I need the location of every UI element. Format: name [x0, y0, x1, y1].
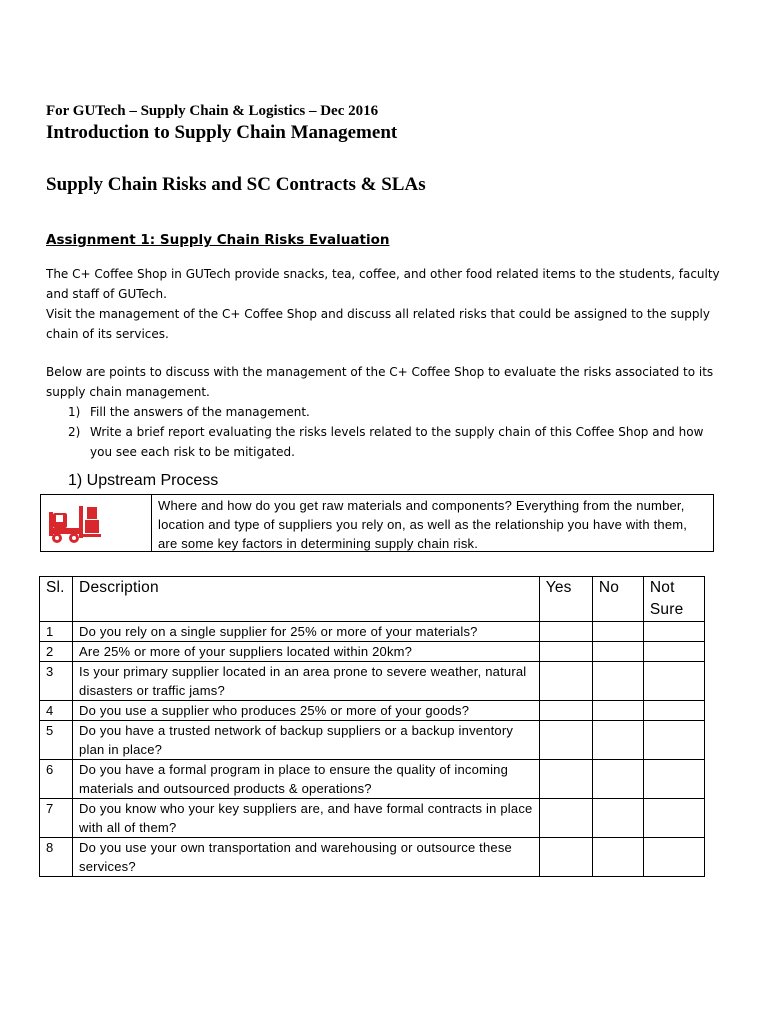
row-number: 1: [40, 622, 73, 642]
table-header-row: [40, 577, 705, 622]
upstream-heading: 1) Upstream Process: [68, 472, 219, 489]
row-number: 5: [40, 721, 73, 760]
row-description: Do you have a trusted network of backup suppliers or a backup inventory plan in place?: [73, 721, 540, 760]
list-item-text: Write a brief report evaluating the risks levels related to the supply chain of this Coffee Shop and how you see each risk to be mitigated.: [90, 425, 704, 459]
yes-cell[interactable]: [539, 760, 592, 799]
assignment-heading: Assignment 1: Supply Chain Risks Evaluation: [46, 232, 390, 248]
not-sure-cell[interactable]: [643, 642, 704, 662]
no-cell[interactable]: [592, 760, 643, 799]
no-cell[interactable]: [592, 662, 643, 701]
row-description: Do you use a supplier who produces 25% or more of your goods?: [73, 701, 540, 721]
not-sure-cell[interactable]: [643, 622, 704, 642]
no-cell[interactable]: [592, 721, 643, 760]
row-description: Do you know who your key suppliers are, and have formal contracts in place with all of them?: [73, 799, 540, 838]
header-yes: Yes: [539, 577, 592, 622]
not-sure-cell[interactable]: [643, 760, 704, 799]
row-description: Do you have a formal program in place to ensure the quality of incoming materials and outsourced products & operations?: [73, 760, 540, 799]
table-row: [40, 760, 705, 799]
not-sure-cell[interactable]: [643, 838, 704, 877]
row-number: 8: [40, 838, 73, 877]
row-description: Is your primary supplier located in an area prone to severe weather, natural disasters or traffic jams?: [73, 662, 540, 701]
yes-cell[interactable]: [539, 799, 592, 838]
no-cell[interactable]: [592, 701, 643, 721]
table-row: [40, 838, 705, 877]
not-sure-cell[interactable]: [643, 701, 704, 721]
upstream-description: Where and how do you get raw materials and components? Everything from the number, location and type of suppliers you rely on, as well as the relationship you have with them, are some key factors in determining supply chain risk.: [158, 498, 688, 551]
not-sure-cell[interactable]: [643, 662, 704, 701]
table-row: [40, 642, 705, 662]
row-description: Are 25% or more of your suppliers located within 20km?: [73, 642, 540, 662]
course-line: For GUTech – Supply Chain & Logistics – Dec 2016: [46, 103, 379, 119]
intro-paragraph-line1: The C+ Coffee Shop in GUTech provide snacks, tea, coffee, and other food related items to the students, faculty and staff of GUTech.: [46, 267, 720, 301]
risk-questionnaire-table: [39, 576, 705, 877]
yes-cell[interactable]: [539, 701, 592, 721]
table-row: [40, 701, 705, 721]
discussion-paragraph: Below are points to discuss with the management of the C+ Coffee Shop to evaluate the risks associated to its supply chain management.: [46, 365, 714, 399]
intro-paragraph: [46, 264, 726, 344]
upstream-icon-cell: [41, 495, 152, 551]
no-cell[interactable]: [592, 622, 643, 642]
no-cell[interactable]: [592, 838, 643, 877]
row-number: 2: [40, 642, 73, 662]
not-sure-cell[interactable]: [643, 721, 704, 760]
yes-cell[interactable]: [539, 662, 592, 701]
list-item-number: 2): [68, 425, 81, 439]
yes-cell[interactable]: [539, 721, 592, 760]
task-list: [68, 402, 718, 462]
yes-cell[interactable]: [539, 622, 592, 642]
list-item: [68, 402, 718, 422]
no-cell[interactable]: [592, 642, 643, 662]
intro-paragraph-line2: Visit the management of the C+ Coffee Shop and discuss all related risks that could be assigned to the supply chain of its services.: [46, 307, 710, 341]
row-number: 3: [40, 662, 73, 701]
row-description: Do you use your own transportation and warehousing or outsource these services?: [73, 838, 540, 877]
row-number: 7: [40, 799, 73, 838]
list-item: [68, 422, 718, 462]
header-not-sure: Not Sure: [643, 577, 704, 622]
list-item-text: Fill the answers of the management.: [90, 405, 310, 419]
table-row: [40, 799, 705, 838]
yes-cell[interactable]: [539, 642, 592, 662]
document-subtitle: Supply Chain Risks and SC Contracts & SLAs: [46, 174, 426, 195]
table-row: [40, 662, 705, 701]
upstream-info-box: [40, 494, 714, 552]
no-cell[interactable]: [592, 799, 643, 838]
yes-cell[interactable]: [539, 838, 592, 877]
row-description: Do you rely on a single supplier for 25% or more of your materials?: [73, 622, 540, 642]
row-number: 6: [40, 760, 73, 799]
table-row: [40, 721, 705, 760]
not-sure-cell[interactable]: [643, 799, 704, 838]
header-sl: Sl.: [40, 577, 73, 622]
header-description: Description: [73, 577, 540, 622]
document-title: Introduction to Supply Chain Management: [46, 122, 398, 143]
list-item-number: 1): [68, 405, 81, 419]
row-number: 4: [40, 701, 73, 721]
header-no: No: [592, 577, 643, 622]
table-row: [40, 622, 705, 642]
